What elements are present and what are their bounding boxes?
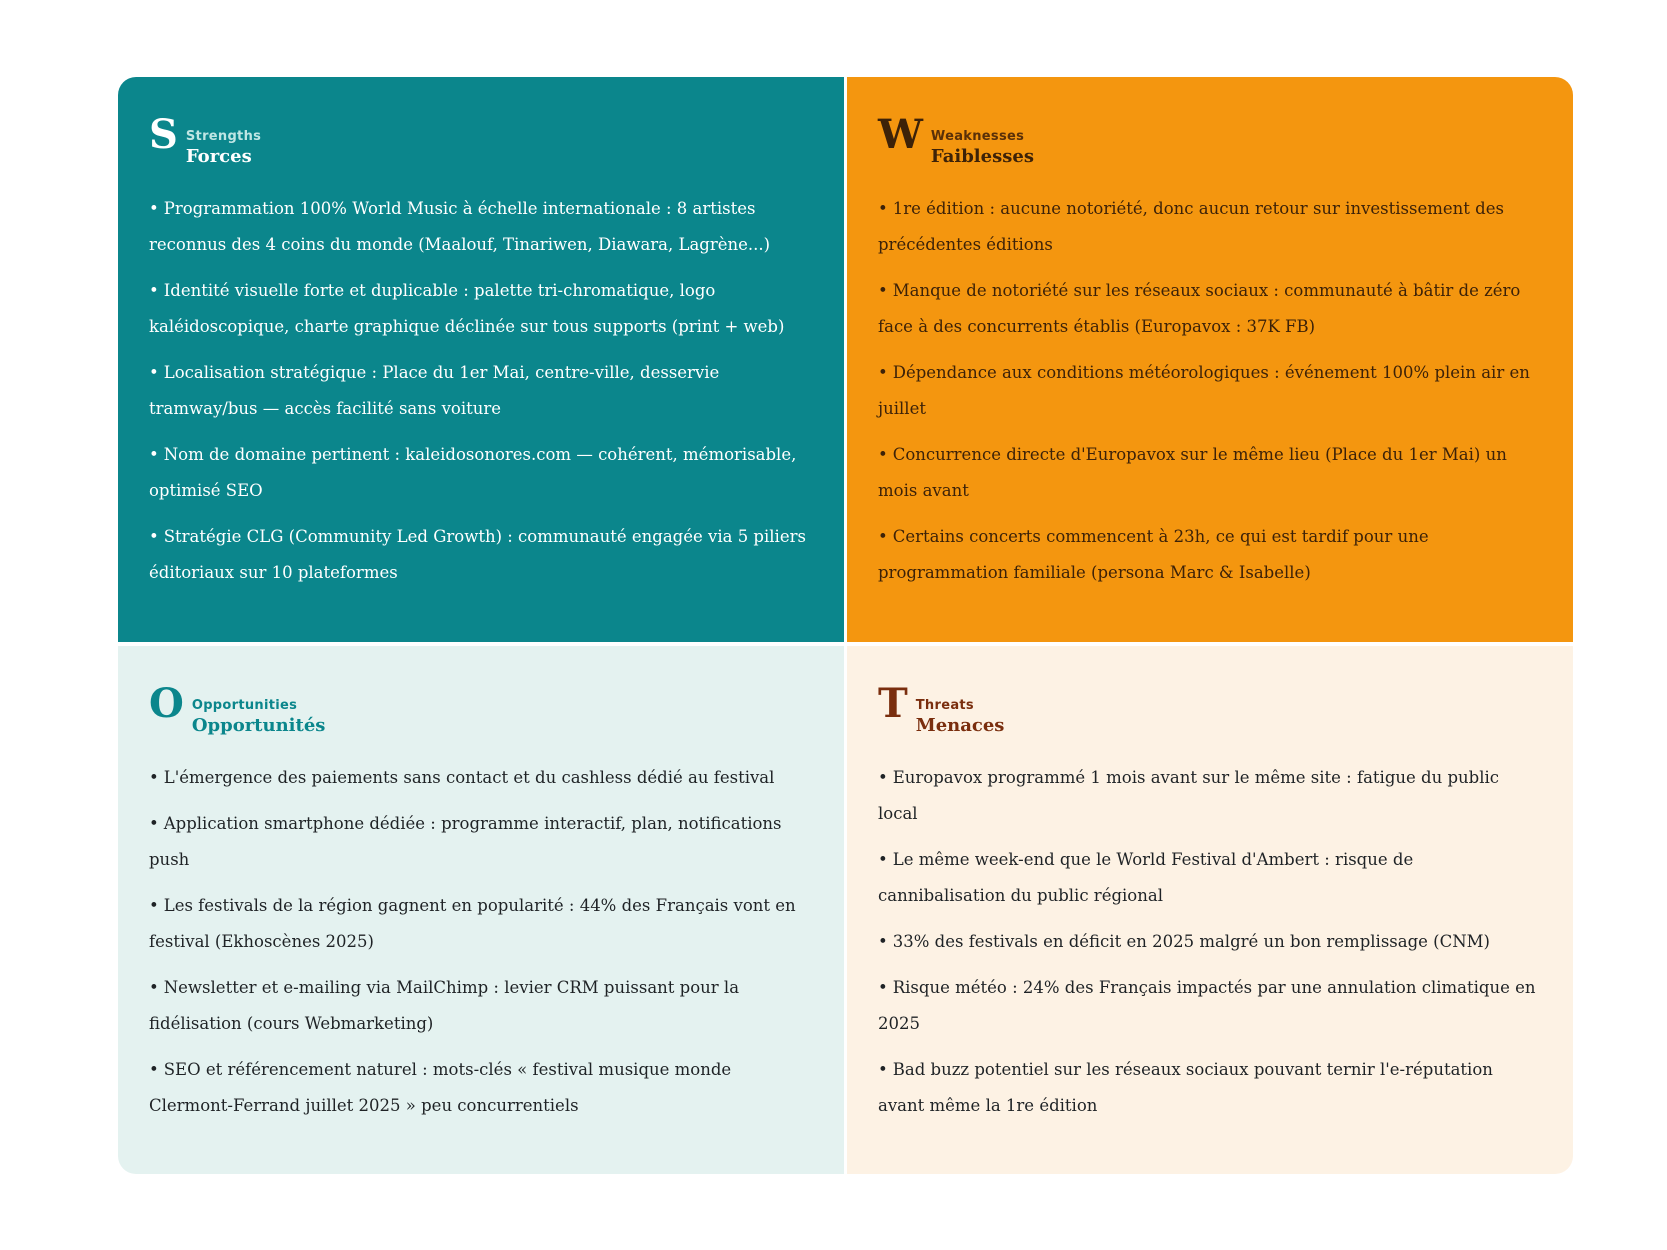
item-text: Manque de notoriété sur les réseaux sociaux : communauté à bâtir de zéro face à des concurrents établis (Europavox : 37K FB) — [878, 281, 1521, 336]
list-item — [878, 1052, 1543, 1124]
item-text: Europavox programmé 1 mois avant sur le même site : fatigue du public local — [878, 768, 1500, 823]
bullet-marker: • — [149, 445, 159, 464]
list-item — [878, 191, 1543, 263]
list-item — [149, 806, 814, 878]
list-item — [878, 273, 1543, 345]
list-item — [149, 519, 814, 591]
list-item — [878, 355, 1543, 427]
strengths-english-title: Strengths — [185, 129, 262, 144]
bullet-marker: • — [149, 281, 159, 300]
bullet-marker: • — [878, 363, 888, 382]
bullet-marker: • — [149, 1060, 159, 1079]
list-item — [878, 924, 1543, 960]
weaknesses-titles — [931, 115, 1034, 169]
bullet-marker: • — [149, 978, 159, 997]
bullet-marker: • — [878, 850, 888, 869]
threats-quadrant — [847, 646, 1573, 1174]
list-item — [149, 1052, 814, 1124]
list-item — [878, 519, 1543, 591]
item-text: SEO et référencement naturel : mots-clés « festival musique monde Clermont-Ferrand juillet 2025 » peu concurrentiels — [149, 1060, 732, 1115]
bullet-marker: • — [878, 932, 888, 951]
bullet-marker: • — [149, 814, 159, 833]
strengths-header — [149, 111, 814, 169]
item-text: Stratégie CLG (Community Led Growth) : communauté engagée via 5 piliers éditoriaux sur 10 plateformes — [149, 527, 806, 582]
bullet-marker: • — [149, 527, 159, 546]
threats-french-title: Menaces — [915, 715, 1005, 736]
weaknesses-header — [878, 111, 1543, 169]
bullet-marker: • — [878, 281, 888, 300]
strengths-titles — [186, 115, 261, 169]
list-item — [878, 760, 1543, 832]
item-text: 33% des festivals en déficit en 2025 malgré un bon remplissage (CNM) — [892, 932, 1490, 951]
item-text: Les festivals de la région gagnent en popularité : 44% des Français vont en festival (Ekhoscènes 2025) — [149, 896, 796, 951]
opportunities-french-title: Opportunités — [191, 715, 326, 736]
item-text: Identité visuelle forte et duplicable : palette tri-chromatique, logo kaléidoscopique, charte graphique déclinée sur tous supports (print + web) — [149, 281, 785, 336]
item-text: Newsletter et e-mailing via MailChimp : levier CRM puissant pour la fidélisation (cours Webmarketing) — [149, 978, 740, 1033]
list-item — [149, 273, 814, 345]
list-item — [149, 888, 814, 960]
threats-list — [878, 760, 1543, 1124]
bullet-marker: • — [149, 363, 159, 382]
list-item — [149, 191, 814, 263]
list-item — [149, 437, 814, 509]
bullet-marker: • — [149, 199, 159, 218]
item-text: Programmation 100% World Music à échelle internationale : 8 artistes reconnus des 4 coins du monde (Maalouf, Tinariwen, Diawara, Lagrène...) — [149, 199, 771, 254]
opportunities-list — [149, 760, 814, 1124]
strengths-quadrant — [118, 77, 844, 642]
opportunities-letter: O — [149, 680, 184, 727]
weaknesses-french-title: Faiblesses — [930, 146, 1034, 167]
item-text: L'émergence des paiements sans contact et du cashless dédié au festival — [163, 768, 775, 787]
bullet-marker: • — [149, 768, 159, 787]
threats-letter: T — [878, 680, 908, 727]
weaknesses-english-title: Weaknesses — [930, 129, 1025, 144]
opportunities-titles — [192, 684, 326, 738]
weaknesses-letter: W — [878, 111, 923, 158]
threats-header — [878, 680, 1543, 738]
item-text: Le même week-end que le World Festival d'Ambert : risque de cannibalisation du public régional — [878, 850, 1414, 905]
bullet-marker: • — [878, 527, 888, 546]
opportunities-header — [149, 680, 814, 738]
threats-titles — [916, 684, 1005, 738]
weaknesses-quadrant — [847, 77, 1573, 642]
opportunities-english-title: Opportunities — [191, 698, 298, 713]
item-text: Certains concerts commencent à 23h, ce qui est tardif pour une programmation familiale (persona Marc & Isabelle) — [878, 527, 1429, 582]
strengths-letter: S — [149, 111, 178, 158]
bullet-marker: • — [878, 199, 888, 218]
threats-english-title: Threats — [915, 698, 974, 713]
bullet-marker: • — [878, 768, 888, 787]
list-item — [149, 355, 814, 427]
item-text: Concurrence directe d'Europavox sur le même lieu (Place du 1er Mai) un mois avant — [878, 445, 1507, 500]
item-text: Application smartphone dédiée : programme interactif, plan, notifications push — [149, 814, 782, 869]
list-item — [878, 437, 1543, 509]
list-item — [878, 970, 1543, 1042]
swot-matrix — [118, 77, 1573, 1174]
strengths-french-title: Forces — [185, 146, 252, 167]
list-item — [149, 760, 814, 796]
item-text: Dépendance aux conditions météorologiques : événement 100% plein air en juillet — [878, 363, 1530, 418]
item-text: Bad buzz potentiel sur les réseaux sociaux pouvant ternir l'e-réputation avant même la 1re édition — [878, 1060, 1493, 1115]
item-text: Risque météo : 24% des Français impactés par une annulation climatique en 2025 — [878, 978, 1536, 1033]
bullet-marker: • — [149, 896, 159, 915]
opportunities-quadrant — [118, 646, 844, 1174]
strengths-list — [149, 191, 814, 591]
item-text: Nom de domaine pertinent : kaleidosonores.com — cohérent, mémorisable, optimisé SEO — [149, 445, 797, 500]
bullet-marker: • — [878, 1060, 888, 1079]
item-text: 1re édition : aucune notoriété, donc aucun retour sur investissement des précédentes éditions — [878, 199, 1504, 254]
weaknesses-list — [878, 191, 1543, 591]
bullet-marker: • — [878, 978, 888, 997]
bullet-marker: • — [878, 445, 888, 464]
item-text: Localisation stratégique : Place du 1er Mai, centre-ville, desservie tramway/bus — accès facilité sans voiture — [149, 363, 720, 418]
list-item — [149, 970, 814, 1042]
list-item — [878, 842, 1543, 914]
